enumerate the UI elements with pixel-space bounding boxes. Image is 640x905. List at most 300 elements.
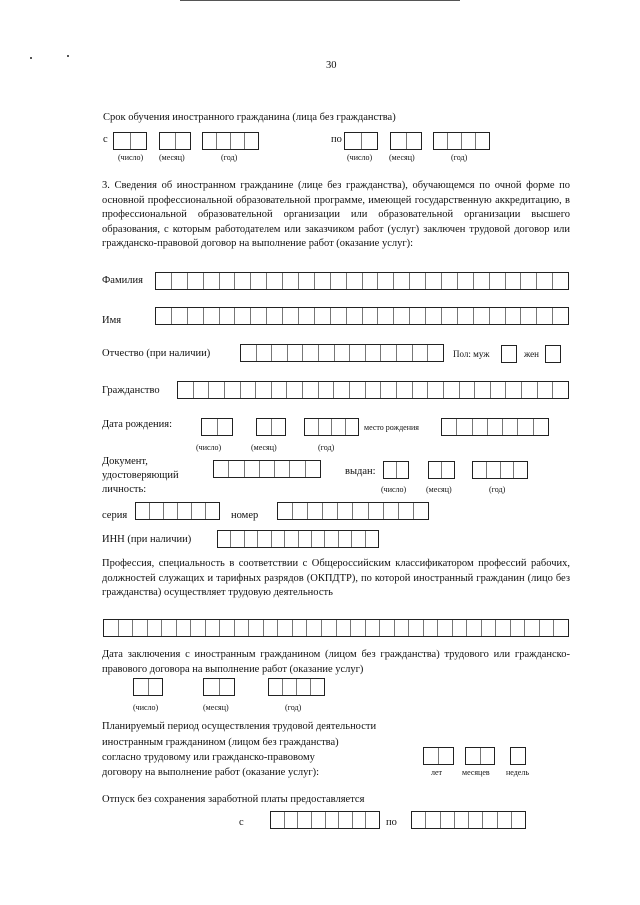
input-cell[interactable] [462,133,476,149]
planned-weeks[interactable] [510,747,526,765]
input-cell[interactable] [218,419,233,435]
input-cell[interactable] [501,462,515,478]
input-cell[interactable] [209,382,225,398]
input-cell[interactable] [490,308,506,324]
birth-place-label: место рождения [364,423,419,432]
input-cell[interactable] [466,748,481,764]
input-cell[interactable] [334,382,350,398]
input-cell[interactable] [439,748,453,764]
input-cell[interactable] [350,382,366,398]
input-cell[interactable] [235,308,251,324]
input-cell[interactable] [511,620,526,636]
input-cell[interactable] [156,273,172,289]
input-cell[interactable] [272,345,288,361]
input-cell[interactable] [319,419,333,435]
input-cell[interactable] [491,382,507,398]
input-cell[interactable] [323,503,338,519]
birth-place-input[interactable] [441,418,549,436]
patronymic-input[interactable] [240,344,444,362]
input-cell[interactable] [335,345,351,361]
input-cell[interactable] [149,679,163,695]
input-cell[interactable] [540,620,555,636]
input-cell[interactable] [162,620,177,636]
input-cell[interactable] [298,812,312,828]
input-cell[interactable] [275,461,290,477]
input-cell[interactable] [448,133,462,149]
input-cell[interactable] [537,273,553,289]
input-cell[interactable] [119,620,134,636]
input-cell[interactable] [506,382,522,398]
input-cell[interactable] [178,503,192,519]
input-cell[interactable] [339,531,352,547]
input-cell[interactable] [202,419,218,435]
contract-date-text: Дата заключения с иностранным гражданином (лицом без гражданства) трудового или гражданско-правового договора на выполнение работ (оказание услуг) [102,649,570,675]
input-cell[interactable] [442,419,457,435]
input-cell[interactable] [293,503,308,519]
birth-day[interactable] [201,418,233,436]
input-cell[interactable] [267,308,283,324]
input-cell[interactable] [218,531,231,547]
input-cell[interactable] [338,503,353,519]
input-cell[interactable] [311,679,324,695]
input-cell[interactable] [172,308,188,324]
sex-male-label: Пол: муж [453,349,490,359]
input-cell[interactable] [303,382,319,398]
inn-input[interactable] [217,530,379,548]
input-cell[interactable] [474,308,490,324]
input-cell[interactable] [384,462,397,478]
number-input[interactable] [277,502,429,520]
number-label: номер [231,510,259,521]
input-cell[interactable] [315,273,331,289]
leave-from-input[interactable] [270,811,380,829]
input-cell[interactable] [391,133,407,149]
input-cell[interactable] [308,503,323,519]
input-cell[interactable] [381,345,397,361]
input-cell[interactable] [315,308,331,324]
input-cell[interactable] [473,419,488,435]
input-cell[interactable] [522,382,538,398]
month-caption: (месяц) [251,443,277,452]
birth-month[interactable] [256,418,286,436]
top-edge-line [180,0,460,1]
input-cell[interactable] [257,345,273,361]
input-cell[interactable] [410,273,426,289]
input-cell[interactable] [220,620,235,636]
input-cell[interactable] [502,346,516,362]
page-number: 30 [326,60,337,71]
input-cell[interactable] [352,531,365,547]
study-to-year[interactable] [433,132,490,150]
input-cell[interactable] [369,503,384,519]
input-cell[interactable] [496,620,511,636]
input-cell[interactable] [426,812,440,828]
input-cell[interactable] [473,462,487,478]
input-cell[interactable] [351,620,366,636]
input-cell[interactable] [546,346,560,362]
input-cell[interactable] [442,308,458,324]
input-cell[interactable] [537,308,553,324]
contract-day[interactable] [133,678,163,696]
name-label: Имя [102,315,122,326]
input-cell[interactable] [305,419,319,435]
input-cell[interactable] [172,273,188,289]
input-cell[interactable] [283,679,297,695]
input-cell[interactable] [249,620,264,636]
leave-from-label: с [239,817,244,828]
input-cell[interactable] [290,461,305,477]
input-cell[interactable] [241,345,257,361]
inn-label: ИНН (при наличии) [102,534,192,545]
input-cell[interactable] [444,382,460,398]
input-cell[interactable] [220,679,235,695]
input-cell[interactable] [307,620,322,636]
month-caption: (месяц) [426,485,452,494]
input-cell[interactable] [384,503,399,519]
input-cell[interactable] [267,273,283,289]
input-cell[interactable] [553,382,568,398]
year-caption: (год) [451,153,468,162]
input-cell[interactable] [204,273,220,289]
input-cell[interactable] [474,273,490,289]
input-cell[interactable] [251,273,267,289]
input-cell[interactable] [192,503,206,519]
input-cell[interactable] [353,503,368,519]
study-to-label: по [331,134,342,145]
years-caption: лет [431,768,443,777]
planned-line3: согласно трудовому или гражданско-правовому [102,752,315,763]
input-cell[interactable] [288,345,304,361]
name-input[interactable] [155,307,569,325]
input-cell[interactable] [347,308,363,324]
input-cell[interactable] [191,620,206,636]
input-cell[interactable] [395,620,410,636]
sex-male-box[interactable] [501,345,517,363]
day-caption: (число) [118,153,144,162]
input-cell[interactable] [241,382,257,398]
input-cell[interactable] [413,345,429,361]
input-cell[interactable] [229,461,244,477]
study-to-month[interactable] [390,132,422,150]
input-cell[interactable] [188,273,204,289]
study-period-title: Срок обучения иностранного гражданина (лица без гражданства) [103,112,396,123]
input-cell[interactable] [312,812,326,828]
input-cell[interactable] [245,531,258,547]
input-cell[interactable] [245,461,260,477]
birth-year[interactable] [304,418,359,436]
input-cell[interactable] [483,812,497,828]
input-cell[interactable] [426,273,442,289]
input-cell[interactable] [278,503,293,519]
input-cell[interactable] [150,503,164,519]
input-cell[interactable] [481,748,495,764]
scan-speck [67,55,69,57]
input-cell[interactable] [397,382,413,398]
citizenship-input[interactable] [177,381,569,399]
input-cell[interactable] [283,308,299,324]
input-cell[interactable] [506,308,522,324]
series-input[interactable] [135,502,220,520]
input-cell[interactable] [217,133,231,149]
input-cell[interactable] [257,419,272,435]
input-cell[interactable] [380,620,395,636]
input-cell[interactable] [346,419,359,435]
input-cell[interactable] [245,133,258,149]
input-cell[interactable] [194,382,210,398]
year-caption: (год) [285,703,302,712]
input-cell[interactable] [272,531,285,547]
profession-text: Профессия, специальность в соответствии с Общероссийским классификатором профессий рабочих, должностей служащих и тарифных разрядов (ОКПДТР), по которой иностранный гражданин (лицо без гражданства) осуществляет трудовую деятельность [102,558,570,599]
input-cell[interactable] [231,531,244,547]
planned-line4: договору на выполнение работ (оказание услуг): [102,767,320,778]
input-cell[interactable] [251,308,267,324]
planned-years[interactable] [423,747,454,765]
input-cell[interactable] [269,679,283,695]
citizenship-label: Гражданство [102,385,160,396]
input-cell[interactable] [460,382,476,398]
study-to-day[interactable] [344,132,378,150]
input-cell[interactable] [306,461,320,477]
input-cell[interactable] [482,620,497,636]
input-cell[interactable] [260,461,275,477]
input-cell[interactable] [258,531,271,547]
input-cell[interactable] [176,133,191,149]
input-cell[interactable] [381,382,397,398]
input-cell[interactable] [136,503,150,519]
input-cell[interactable] [225,382,241,398]
weeks-caption: недель [506,768,529,777]
input-cell[interactable] [156,308,172,324]
input-cell[interactable] [469,812,483,828]
input-cell[interactable] [434,133,448,149]
months-caption: месяцев [462,768,490,777]
input-cell[interactable] [490,273,506,289]
leave-to-label: по [386,817,397,828]
input-cell[interactable] [521,273,537,289]
input-cell[interactable] [498,812,512,828]
input-cell[interactable] [514,462,527,478]
study-from-year[interactable] [202,132,259,150]
input-cell[interactable] [525,620,540,636]
input-cell[interactable] [178,382,194,398]
input-cell[interactable] [235,273,251,289]
input-cell[interactable] [332,419,346,435]
input-cell[interactable] [488,419,503,435]
input-cell[interactable] [319,382,335,398]
input-cell[interactable] [160,133,176,149]
surname-label: Фамилия [102,275,143,286]
input-cell[interactable] [206,503,219,519]
input-cell[interactable] [458,308,474,324]
input-cell[interactable] [204,308,220,324]
leave-title: Отпуск без сохранения заработной платы предоставляется [102,794,365,805]
input-cell[interactable] [235,620,250,636]
input-cell[interactable] [512,812,525,828]
input-cell[interactable] [278,620,293,636]
document-label: Документ, удостоверяющий личность: [102,456,179,495]
input-cell[interactable] [442,273,458,289]
issued-month[interactable] [428,461,455,479]
input-cell[interactable] [394,273,410,289]
input-cell[interactable] [362,133,378,149]
input-cell[interactable] [299,273,315,289]
input-cell[interactable] [428,382,444,398]
input-cell[interactable] [131,133,147,149]
input-cell[interactable] [410,308,426,324]
input-cell[interactable] [397,462,409,478]
input-cell[interactable] [264,620,279,636]
input-cell[interactable] [285,531,298,547]
input-cell[interactable] [487,462,501,478]
input-cell[interactable] [363,273,379,289]
input-cell[interactable] [366,382,382,398]
input-cell[interactable] [204,679,220,695]
input-cell[interactable] [350,345,366,361]
input-cell[interactable] [177,620,192,636]
input-cell[interactable] [455,812,469,828]
input-cell[interactable] [457,419,472,435]
input-cell[interactable] [407,133,422,149]
input-cell[interactable] [424,620,439,636]
input-cell[interactable] [414,503,428,519]
month-caption: (месяц) [389,153,415,162]
input-cell[interactable] [148,620,163,636]
input-cell[interactable] [206,620,221,636]
input-cell[interactable] [272,419,286,435]
input-cell[interactable] [331,308,347,324]
input-cell[interactable] [293,620,308,636]
input-cell[interactable] [133,620,148,636]
month-caption: (месяц) [203,703,229,712]
input-cell[interactable] [394,308,410,324]
input-cell[interactable] [441,812,455,828]
input-cell[interactable] [511,748,525,764]
day-caption: (число) [133,703,159,712]
input-cell[interactable] [347,273,363,289]
input-cell[interactable] [285,812,299,828]
input-cell[interactable] [438,620,453,636]
input-cell[interactable] [506,273,522,289]
input-cell[interactable] [378,308,394,324]
input-cell[interactable] [412,812,426,828]
input-cell[interactable] [554,620,568,636]
input-cell[interactable] [231,133,245,149]
input-cell[interactable] [203,133,217,149]
input-cell[interactable] [476,133,489,149]
input-cell[interactable] [428,345,443,361]
input-cell[interactable] [214,461,229,477]
input-cell[interactable] [299,531,312,547]
input-cell[interactable] [353,812,367,828]
contract-month[interactable] [203,678,235,696]
input-cell[interactable] [366,345,382,361]
input-cell[interactable] [366,620,381,636]
input-cell[interactable] [366,531,378,547]
input-cell[interactable] [325,531,338,547]
input-cell[interactable] [503,419,518,435]
study-from-day[interactable] [113,132,147,150]
contract-year[interactable] [268,678,325,696]
series-label: серия [102,510,128,521]
input-cell[interactable] [272,382,288,398]
sex-female-label: жен [524,349,539,359]
input-cell[interactable] [319,345,335,361]
input-cell[interactable] [538,382,554,398]
day-caption: (число) [196,443,222,452]
study-from-month[interactable] [159,132,191,150]
input-cell[interactable] [114,133,131,149]
input-cell[interactable] [429,462,442,478]
input-cell[interactable] [413,382,429,398]
year-caption: (год) [318,443,335,452]
input-cell[interactable] [271,812,285,828]
input-cell[interactable] [297,679,311,695]
input-cell[interactable] [164,503,178,519]
day-caption: (число) [347,153,373,162]
input-cell[interactable] [220,308,236,324]
surname-input[interactable] [155,272,569,290]
input-cell[interactable] [345,133,362,149]
input-cell[interactable] [366,812,379,828]
input-cell[interactable] [326,812,340,828]
input-cell[interactable] [339,812,353,828]
input-cell[interactable] [521,308,537,324]
sex-female-box[interactable] [545,345,561,363]
scan-speck [30,57,32,59]
input-cell[interactable] [104,620,119,636]
input-cell[interactable] [287,382,303,398]
input-cell[interactable] [475,382,491,398]
input-cell[interactable] [409,620,424,636]
input-cell[interactable] [283,273,299,289]
issued-day[interactable] [383,461,409,479]
input-cell[interactable] [397,345,413,361]
input-cell[interactable] [331,273,347,289]
input-cell[interactable] [256,382,272,398]
input-cell[interactable] [399,503,414,519]
input-cell[interactable] [378,273,394,289]
day-caption: (число) [381,485,407,494]
input-cell[interactable] [363,308,379,324]
input-cell[interactable] [134,679,149,695]
input-cell[interactable] [188,308,204,324]
document-type-input[interactable] [213,460,321,478]
input-cell[interactable] [534,419,548,435]
section3-text: 3. Сведения об иностранном гражданине (лице без гражданства), обучающемся по очной форме по основной профессиональной образовательной программе, имеющей государственную аккредитацию, в профессиональной образовательной организации или образовательной организации высшего образования, с которым работодателем или заказчиком работ (услуг) заключен трудовой договор или гражданско-правовой договор на выполнение работ (оказание услуг): [102,180,570,250]
input-cell[interactable] [458,273,474,289]
patronymic-label: Отчество (при наличии) [102,348,211,359]
input-cell[interactable] [442,462,454,478]
input-cell[interactable] [299,308,315,324]
input-cell[interactable] [312,531,325,547]
input-cell[interactable] [322,620,337,636]
input-cell[interactable] [337,620,352,636]
profession-input[interactable] [103,619,569,637]
input-cell[interactable] [467,620,482,636]
input-cell[interactable] [424,748,439,764]
input-cell[interactable] [220,273,236,289]
leave-to-input[interactable] [411,811,526,829]
input-cell[interactable] [426,308,442,324]
input-cell[interactable] [453,620,468,636]
issued-year[interactable] [472,461,528,479]
input-cell[interactable] [553,308,568,324]
planned-months[interactable] [465,747,495,765]
study-from-label: с [103,134,108,145]
input-cell[interactable] [553,273,568,289]
input-cell[interactable] [518,419,533,435]
input-cell[interactable] [303,345,319,361]
